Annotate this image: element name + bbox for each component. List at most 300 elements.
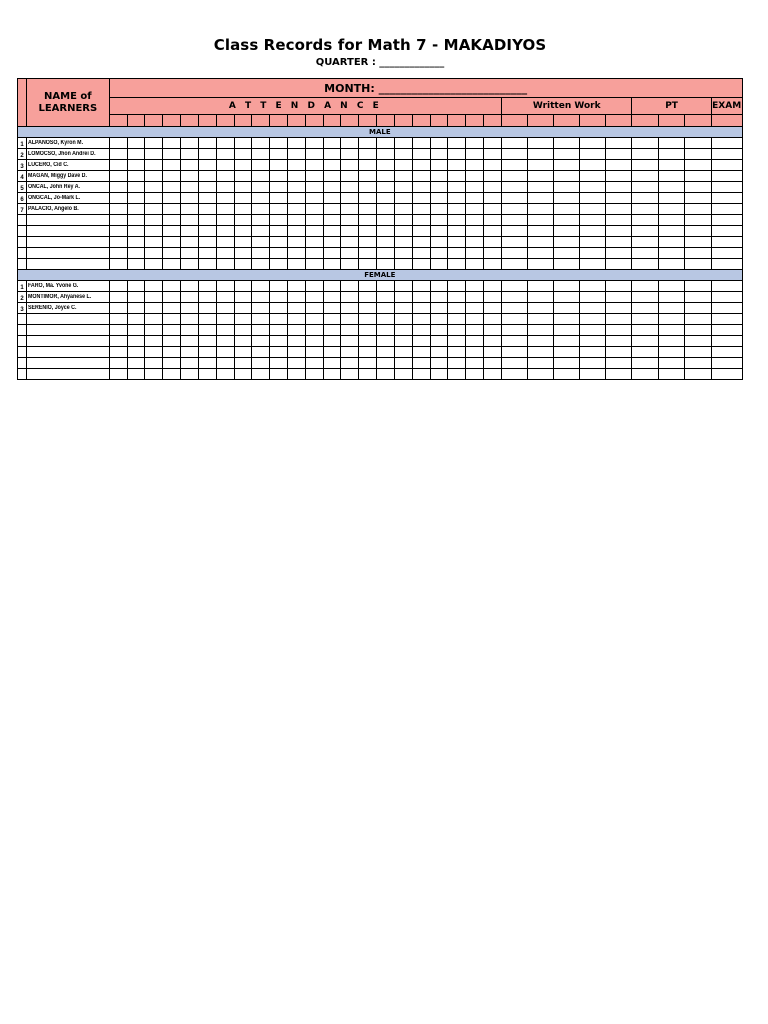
attendance-cell[interactable]: [252, 182, 270, 193]
attendance-cell[interactable]: [377, 347, 395, 358]
attendance-cell[interactable]: [377, 369, 395, 380]
attendance-cell[interactable]: [430, 358, 448, 369]
attendance-cell[interactable]: [484, 204, 502, 215]
attendance-cell[interactable]: [270, 358, 288, 369]
written-work-cell[interactable]: [501, 138, 527, 149]
attendance-cell[interactable]: [287, 336, 305, 347]
attendance-cell[interactable]: [127, 336, 145, 347]
exam-cell[interactable]: [711, 160, 742, 171]
written-work-cell[interactable]: [580, 325, 606, 336]
attendance-cell[interactable]: [145, 314, 163, 325]
attendance-cell[interactable]: [377, 182, 395, 193]
attendance-cell[interactable]: [394, 248, 412, 259]
attendance-cell[interactable]: [181, 149, 199, 160]
attendance-cell[interactable]: [323, 336, 341, 347]
written-work-cell[interactable]: [501, 336, 527, 347]
written-work-cell[interactable]: [501, 182, 527, 193]
attendance-cell[interactable]: [163, 215, 181, 226]
attendance-cell[interactable]: [198, 358, 216, 369]
learner-name[interactable]: [26, 171, 109, 182]
attendance-cell[interactable]: [252, 325, 270, 336]
attendance-cell[interactable]: [359, 193, 377, 204]
attendance-cell[interactable]: [216, 325, 234, 336]
attendance-cell[interactable]: [287, 281, 305, 292]
pt-cell[interactable]: [658, 138, 684, 149]
written-work-cell[interactable]: [580, 160, 606, 171]
written-work-cell[interactable]: [580, 215, 606, 226]
attendance-cell[interactable]: [127, 325, 145, 336]
attendance-cell[interactable]: [198, 160, 216, 171]
pt-cell[interactable]: [632, 248, 658, 259]
attendance-cell[interactable]: [270, 369, 288, 380]
attendance-cell[interactable]: [466, 369, 484, 380]
attendance-cell[interactable]: [430, 149, 448, 160]
written-work-cell[interactable]: [501, 358, 527, 369]
attendance-cell[interactable]: [430, 281, 448, 292]
attendance-cell[interactable]: [145, 204, 163, 215]
attendance-cell[interactable]: [127, 358, 145, 369]
pt-cell[interactable]: [632, 160, 658, 171]
attendance-cell[interactable]: [127, 281, 145, 292]
attendance-cell[interactable]: [109, 325, 127, 336]
attendance-cell[interactable]: [412, 182, 430, 193]
written-work-cell[interactable]: [606, 160, 632, 171]
attendance-cell[interactable]: [127, 215, 145, 226]
attendance-cell[interactable]: [163, 281, 181, 292]
attendance-cell[interactable]: [412, 171, 430, 182]
written-work-cell[interactable]: [606, 259, 632, 270]
attendance-cell[interactable]: [234, 182, 252, 193]
attendance-cell[interactable]: [287, 193, 305, 204]
attendance-cell[interactable]: [341, 182, 359, 193]
pt-cell[interactable]: [632, 138, 658, 149]
attendance-cell[interactable]: [305, 358, 323, 369]
pt-cell[interactable]: [658, 248, 684, 259]
pt-cell[interactable]: [632, 193, 658, 204]
attendance-cell[interactable]: [145, 325, 163, 336]
attendance-cell[interactable]: [234, 248, 252, 259]
attendance-cell[interactable]: [466, 248, 484, 259]
attendance-cell[interactable]: [145, 226, 163, 237]
pt-cell[interactable]: [632, 237, 658, 248]
attendance-cell[interactable]: [341, 369, 359, 380]
attendance-cell[interactable]: [109, 149, 127, 160]
pt-cell[interactable]: [685, 314, 711, 325]
attendance-cell[interactable]: [198, 149, 216, 160]
written-work-cell[interactable]: [580, 303, 606, 314]
attendance-cell[interactable]: [341, 237, 359, 248]
attendance-cell[interactable]: [270, 303, 288, 314]
attendance-cell[interactable]: [287, 248, 305, 259]
written-work-cell[interactable]: [606, 204, 632, 215]
attendance-cell[interactable]: [234, 226, 252, 237]
attendance-cell[interactable]: [181, 369, 199, 380]
attendance-cell[interactable]: [216, 358, 234, 369]
written-work-cell[interactable]: [580, 237, 606, 248]
pt-cell[interactable]: [632, 314, 658, 325]
exam-cell[interactable]: [711, 358, 742, 369]
attendance-cell[interactable]: [341, 336, 359, 347]
written-work-cell[interactable]: [528, 347, 554, 358]
attendance-cell[interactable]: [163, 336, 181, 347]
attendance-cell[interactable]: [305, 182, 323, 193]
attendance-cell[interactable]: [270, 215, 288, 226]
attendance-cell[interactable]: [287, 303, 305, 314]
attendance-cell[interactable]: [270, 336, 288, 347]
attendance-cell[interactable]: [377, 325, 395, 336]
attendance-cell[interactable]: [287, 149, 305, 160]
attendance-cell[interactable]: [198, 292, 216, 303]
pt-cell[interactable]: [685, 259, 711, 270]
attendance-cell[interactable]: [181, 259, 199, 270]
attendance-cell[interactable]: [430, 325, 448, 336]
attendance-cell[interactable]: [448, 314, 466, 325]
attendance-cell[interactable]: [145, 193, 163, 204]
written-work-cell[interactable]: [606, 138, 632, 149]
attendance-cell[interactable]: [234, 325, 252, 336]
learner-name[interactable]: [26, 281, 109, 292]
attendance-cell[interactable]: [216, 336, 234, 347]
written-work-cell[interactable]: [606, 182, 632, 193]
attendance-cell[interactable]: [287, 325, 305, 336]
attendance-cell[interactable]: [430, 314, 448, 325]
attendance-cell[interactable]: [359, 369, 377, 380]
written-work-cell[interactable]: [606, 237, 632, 248]
attendance-cell[interactable]: [181, 204, 199, 215]
attendance-cell[interactable]: [359, 358, 377, 369]
attendance-cell[interactable]: [145, 336, 163, 347]
written-work-cell[interactable]: [580, 193, 606, 204]
attendance-cell[interactable]: [252, 149, 270, 160]
attendance-cell[interactable]: [270, 259, 288, 270]
pt-cell[interactable]: [658, 237, 684, 248]
attendance-cell[interactable]: [145, 171, 163, 182]
attendance-cell[interactable]: [323, 259, 341, 270]
written-work-cell[interactable]: [580, 314, 606, 325]
attendance-cell[interactable]: [216, 281, 234, 292]
attendance-cell[interactable]: [234, 358, 252, 369]
written-work-cell[interactable]: [580, 182, 606, 193]
attendance-cell[interactable]: [287, 259, 305, 270]
attendance-cell[interactable]: [323, 369, 341, 380]
attendance-cell[interactable]: [484, 347, 502, 358]
written-work-cell[interactable]: [554, 358, 580, 369]
attendance-cell[interactable]: [145, 347, 163, 358]
written-work-cell[interactable]: [580, 292, 606, 303]
attendance-cell[interactable]: [484, 138, 502, 149]
pt-cell[interactable]: [685, 336, 711, 347]
attendance-cell[interactable]: [234, 292, 252, 303]
attendance-cell[interactable]: [163, 171, 181, 182]
attendance-cell[interactable]: [127, 259, 145, 270]
pt-cell[interactable]: [632, 358, 658, 369]
learner-name[interactable]: [26, 182, 109, 193]
written-work-cell[interactable]: [528, 149, 554, 160]
attendance-cell[interactable]: [466, 303, 484, 314]
written-work-cell[interactable]: [501, 347, 527, 358]
exam-cell[interactable]: [711, 303, 742, 314]
attendance-cell[interactable]: [448, 204, 466, 215]
exam-cell[interactable]: [711, 314, 742, 325]
exam-cell[interactable]: [711, 226, 742, 237]
attendance-cell[interactable]: [305, 325, 323, 336]
attendance-cell[interactable]: [466, 138, 484, 149]
attendance-cell[interactable]: [145, 303, 163, 314]
attendance-cell[interactable]: [181, 160, 199, 171]
attendance-cell[interactable]: [394, 347, 412, 358]
attendance-cell[interactable]: [234, 314, 252, 325]
attendance-cell[interactable]: [394, 138, 412, 149]
attendance-cell[interactable]: [145, 259, 163, 270]
attendance-cell[interactable]: [341, 303, 359, 314]
attendance-cell[interactable]: [145, 160, 163, 171]
pt-cell[interactable]: [658, 171, 684, 182]
attendance-cell[interactable]: [216, 347, 234, 358]
attendance-cell[interactable]: [412, 237, 430, 248]
pt-cell[interactable]: [658, 193, 684, 204]
attendance-cell[interactable]: [484, 336, 502, 347]
written-work-cell[interactable]: [528, 369, 554, 380]
pt-cell[interactable]: [632, 204, 658, 215]
attendance-cell[interactable]: [412, 149, 430, 160]
written-work-cell[interactable]: [528, 215, 554, 226]
written-work-cell[interactable]: [606, 303, 632, 314]
attendance-cell[interactable]: [234, 369, 252, 380]
attendance-cell[interactable]: [198, 171, 216, 182]
pt-cell[interactable]: [658, 259, 684, 270]
attendance-cell[interactable]: [252, 358, 270, 369]
attendance-cell[interactable]: [323, 193, 341, 204]
attendance-cell[interactable]: [484, 248, 502, 259]
attendance-cell[interactable]: [127, 347, 145, 358]
attendance-cell[interactable]: [430, 193, 448, 204]
written-work-cell[interactable]: [580, 226, 606, 237]
attendance-cell[interactable]: [377, 171, 395, 182]
attendance-cell[interactable]: [484, 226, 502, 237]
attendance-cell[interactable]: [448, 215, 466, 226]
written-work-cell[interactable]: [554, 259, 580, 270]
attendance-cell[interactable]: [198, 314, 216, 325]
written-work-cell[interactable]: [554, 303, 580, 314]
attendance-cell[interactable]: [377, 237, 395, 248]
attendance-cell[interactable]: [216, 303, 234, 314]
attendance-cell[interactable]: [359, 336, 377, 347]
attendance-cell[interactable]: [109, 336, 127, 347]
attendance-cell[interactable]: [394, 369, 412, 380]
attendance-cell[interactable]: [341, 347, 359, 358]
attendance-cell[interactable]: [430, 160, 448, 171]
attendance-cell[interactable]: [394, 259, 412, 270]
attendance-cell[interactable]: [466, 160, 484, 171]
written-work-cell[interactable]: [554, 204, 580, 215]
attendance-cell[interactable]: [323, 226, 341, 237]
attendance-cell[interactable]: [252, 314, 270, 325]
attendance-cell[interactable]: [181, 248, 199, 259]
attendance-cell[interactable]: [448, 347, 466, 358]
attendance-cell[interactable]: [163, 358, 181, 369]
attendance-cell[interactable]: [430, 369, 448, 380]
written-work-cell[interactable]: [501, 369, 527, 380]
pt-cell[interactable]: [685, 160, 711, 171]
written-work-cell[interactable]: [528, 171, 554, 182]
attendance-cell[interactable]: [216, 259, 234, 270]
attendance-cell[interactable]: [216, 171, 234, 182]
attendance-cell[interactable]: [323, 314, 341, 325]
attendance-cell[interactable]: [163, 369, 181, 380]
written-work-cell[interactable]: [528, 138, 554, 149]
attendance-cell[interactable]: [466, 358, 484, 369]
attendance-cell[interactable]: [287, 138, 305, 149]
attendance-cell[interactable]: [163, 226, 181, 237]
learner-name[interactable]: [26, 292, 109, 303]
written-work-cell[interactable]: [501, 237, 527, 248]
attendance-cell[interactable]: [270, 149, 288, 160]
attendance-cell[interactable]: [163, 204, 181, 215]
exam-cell[interactable]: [711, 138, 742, 149]
attendance-cell[interactable]: [270, 160, 288, 171]
attendance-cell[interactable]: [484, 314, 502, 325]
written-work-cell[interactable]: [606, 215, 632, 226]
attendance-cell[interactable]: [377, 303, 395, 314]
written-work-cell[interactable]: [501, 215, 527, 226]
pt-cell[interactable]: [685, 193, 711, 204]
pt-cell[interactable]: [632, 226, 658, 237]
written-work-cell[interactable]: [606, 325, 632, 336]
attendance-cell[interactable]: [412, 248, 430, 259]
attendance-cell[interactable]: [270, 138, 288, 149]
attendance-cell[interactable]: [127, 237, 145, 248]
attendance-cell[interactable]: [466, 149, 484, 160]
pt-cell[interactable]: [685, 226, 711, 237]
learner-name[interactable]: [26, 237, 109, 248]
attendance-cell[interactable]: [466, 292, 484, 303]
attendance-cell[interactable]: [466, 336, 484, 347]
attendance-cell[interactable]: [252, 226, 270, 237]
attendance-cell[interactable]: [109, 248, 127, 259]
written-work-cell[interactable]: [606, 314, 632, 325]
attendance-cell[interactable]: [127, 369, 145, 380]
attendance-cell[interactable]: [163, 248, 181, 259]
written-work-cell[interactable]: [528, 248, 554, 259]
attendance-cell[interactable]: [252, 281, 270, 292]
attendance-cell[interactable]: [448, 358, 466, 369]
attendance-cell[interactable]: [412, 138, 430, 149]
attendance-cell[interactable]: [323, 237, 341, 248]
attendance-cell[interactable]: [305, 292, 323, 303]
attendance-cell[interactable]: [305, 149, 323, 160]
attendance-cell[interactable]: [341, 314, 359, 325]
attendance-cell[interactable]: [198, 248, 216, 259]
attendance-cell[interactable]: [270, 314, 288, 325]
written-work-cell[interactable]: [580, 138, 606, 149]
pt-cell[interactable]: [685, 303, 711, 314]
attendance-cell[interactable]: [484, 149, 502, 160]
attendance-cell[interactable]: [145, 248, 163, 259]
attendance-cell[interactable]: [127, 160, 145, 171]
written-work-cell[interactable]: [606, 171, 632, 182]
attendance-cell[interactable]: [412, 204, 430, 215]
attendance-cell[interactable]: [198, 259, 216, 270]
attendance-cell[interactable]: [252, 248, 270, 259]
exam-cell[interactable]: [711, 259, 742, 270]
attendance-cell[interactable]: [323, 182, 341, 193]
written-work-cell[interactable]: [554, 336, 580, 347]
attendance-cell[interactable]: [412, 160, 430, 171]
written-work-cell[interactable]: [528, 358, 554, 369]
attendance-cell[interactable]: [341, 292, 359, 303]
exam-cell[interactable]: [711, 193, 742, 204]
attendance-cell[interactable]: [341, 138, 359, 149]
attendance-cell[interactable]: [484, 358, 502, 369]
attendance-cell[interactable]: [448, 369, 466, 380]
attendance-cell[interactable]: [430, 226, 448, 237]
attendance-cell[interactable]: [198, 369, 216, 380]
attendance-cell[interactable]: [323, 347, 341, 358]
written-work-cell[interactable]: [528, 314, 554, 325]
attendance-cell[interactable]: [252, 347, 270, 358]
attendance-cell[interactable]: [270, 171, 288, 182]
exam-cell[interactable]: [711, 149, 742, 160]
attendance-cell[interactable]: [270, 237, 288, 248]
attendance-cell[interactable]: [109, 347, 127, 358]
attendance-cell[interactable]: [412, 226, 430, 237]
written-work-cell[interactable]: [580, 281, 606, 292]
attendance-cell[interactable]: [198, 303, 216, 314]
attendance-cell[interactable]: [305, 314, 323, 325]
pt-cell[interactable]: [685, 204, 711, 215]
attendance-cell[interactable]: [412, 336, 430, 347]
attendance-cell[interactable]: [377, 248, 395, 259]
attendance-cell[interactable]: [359, 171, 377, 182]
pt-cell[interactable]: [658, 160, 684, 171]
attendance-cell[interactable]: [127, 138, 145, 149]
attendance-cell[interactable]: [181, 237, 199, 248]
attendance-cell[interactable]: [484, 303, 502, 314]
learner-name[interactable]: [26, 204, 109, 215]
attendance-cell[interactable]: [145, 292, 163, 303]
learner-name[interactable]: [26, 226, 109, 237]
attendance-cell[interactable]: [412, 347, 430, 358]
attendance-cell[interactable]: [181, 171, 199, 182]
pt-cell[interactable]: [685, 248, 711, 259]
attendance-cell[interactable]: [216, 182, 234, 193]
written-work-cell[interactable]: [606, 226, 632, 237]
attendance-cell[interactable]: [270, 248, 288, 259]
written-work-cell[interactable]: [528, 259, 554, 270]
attendance-cell[interactable]: [198, 336, 216, 347]
attendance-cell[interactable]: [394, 281, 412, 292]
pt-cell[interactable]: [658, 358, 684, 369]
attendance-cell[interactable]: [127, 303, 145, 314]
learner-name[interactable]: [26, 193, 109, 204]
attendance-cell[interactable]: [323, 160, 341, 171]
attendance-cell[interactable]: [163, 193, 181, 204]
attendance-cell[interactable]: [323, 204, 341, 215]
attendance-cell[interactable]: [270, 292, 288, 303]
attendance-cell[interactable]: [466, 325, 484, 336]
attendance-cell[interactable]: [216, 204, 234, 215]
written-work-cell[interactable]: [580, 259, 606, 270]
pt-cell[interactable]: [658, 369, 684, 380]
attendance-cell[interactable]: [412, 369, 430, 380]
exam-cell[interactable]: [711, 182, 742, 193]
attendance-cell[interactable]: [109, 281, 127, 292]
written-work-cell[interactable]: [554, 215, 580, 226]
attendance-cell[interactable]: [359, 160, 377, 171]
learner-name[interactable]: [26, 369, 109, 380]
attendance-cell[interactable]: [270, 325, 288, 336]
pt-cell[interactable]: [658, 215, 684, 226]
